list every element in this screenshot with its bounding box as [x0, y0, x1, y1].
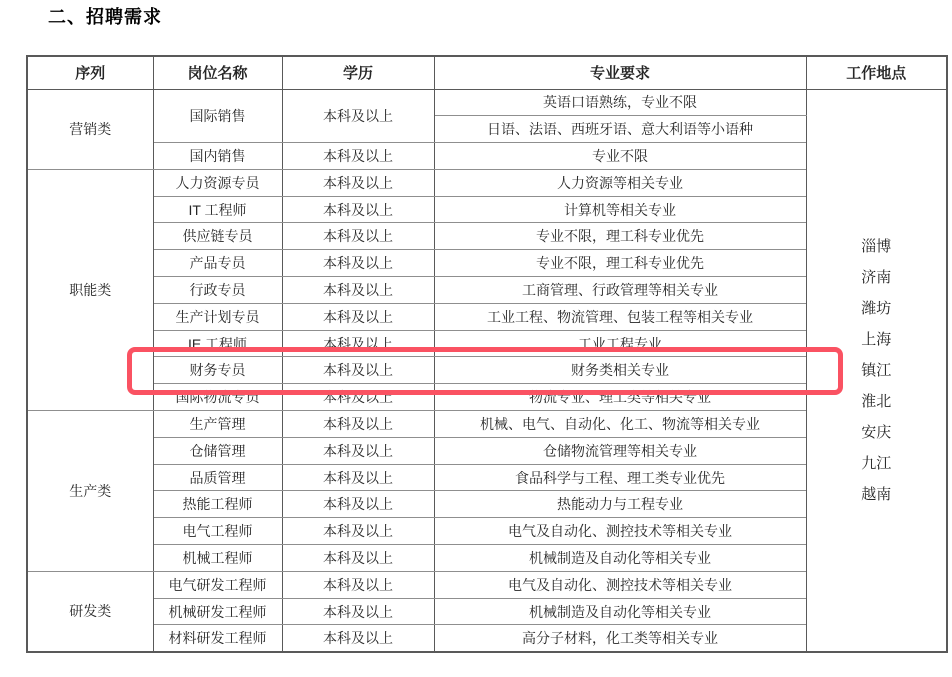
- header-location: 工作地点: [806, 56, 947, 89]
- education-cell: 本科及以上: [282, 330, 434, 357]
- category-cell: 职能类: [27, 169, 153, 410]
- education-cell: 本科及以上: [282, 598, 434, 625]
- locations-list: [809, 231, 945, 510]
- category-cell: 营销类: [27, 89, 153, 169]
- table-body: [27, 89, 947, 652]
- position-cell: 供应链专员: [153, 223, 282, 250]
- position-cell: 热能工程师: [153, 491, 282, 518]
- requirement-cell: 热能动力与工程专业: [434, 491, 806, 518]
- requirement-cell: 专业不限，理工科专业优先: [434, 250, 806, 277]
- requirement-cell: 英语口语熟练，专业不限: [434, 89, 806, 116]
- requirement-cell: 工商管理、行政管理等相关专业: [434, 277, 806, 304]
- position-cell: 行政专员: [153, 277, 282, 304]
- position-cell: 产品专员: [153, 250, 282, 277]
- requirement-cell: 专业不限，理工科专业优先: [434, 223, 806, 250]
- location-item: 越南: [861, 485, 892, 503]
- location-item: 安庆: [861, 423, 892, 441]
- position-cell: 国内销售: [153, 143, 282, 170]
- requirement-cell: 机械、电气、自动化、化工、物流等相关专业: [434, 411, 806, 438]
- position-cell: 机械工程师: [153, 545, 282, 572]
- education-cell: 本科及以上: [282, 357, 434, 384]
- requirement-cell: 高分子材料，化工类等相关专业: [434, 625, 806, 652]
- requirement-cell: 食品科学与工程、理工类专业优先: [434, 464, 806, 491]
- position-cell: 国际销售: [153, 89, 282, 143]
- requirement-cell: 专业不限: [434, 143, 806, 170]
- requirement-cell: 电气及自动化、测控技术等相关专业: [434, 518, 806, 545]
- location-item: 潍坊: [861, 299, 892, 317]
- requirement-cell: 计算机等相关专业: [434, 196, 806, 223]
- requirement-cell: 机械制造及自动化等相关专业: [434, 545, 806, 572]
- education-cell: 本科及以上: [282, 491, 434, 518]
- table-header: [27, 56, 947, 89]
- position-cell: 电气工程师: [153, 518, 282, 545]
- education-cell: 本科及以上: [282, 303, 434, 330]
- position-cell: 电气研发工程师: [153, 571, 282, 598]
- requirement-cell: 日语、法语、西班牙语、意大利语等小语种: [434, 116, 806, 143]
- header-sequence: 序列: [27, 56, 153, 89]
- position-cell: 仓储管理: [153, 437, 282, 464]
- locations-cell: [806, 89, 947, 652]
- requirement-cell: 人力资源等相关专业: [434, 169, 806, 196]
- category-cell: 研发类: [27, 571, 153, 651]
- requirement-cell: 财务类相关专业: [434, 357, 806, 384]
- education-cell: 本科及以上: [282, 411, 434, 438]
- location-item: 镇江: [861, 361, 892, 379]
- education-cell: 本科及以上: [282, 464, 434, 491]
- position-cell: IE 工程师: [153, 330, 282, 357]
- education-cell: 本科及以上: [282, 277, 434, 304]
- position-cell: 生产管理: [153, 411, 282, 438]
- education-cell: 本科及以上: [282, 196, 434, 223]
- education-cell: 本科及以上: [282, 518, 434, 545]
- position-cell: 材料研发工程师: [153, 625, 282, 652]
- location-item: 淄博: [861, 237, 892, 255]
- location-item: 上海: [861, 330, 892, 348]
- position-cell: 生产计划专员: [153, 303, 282, 330]
- requirement-cell: 仓储物流管理等相关专业: [434, 437, 806, 464]
- location-item: 淮北: [861, 392, 892, 410]
- education-cell: 本科及以上: [282, 437, 434, 464]
- position-cell: 财务专员: [153, 357, 282, 384]
- header-requirements: 专业要求: [434, 56, 806, 89]
- recruitment-table: [26, 55, 948, 653]
- page-title: 二、招聘需求: [48, 7, 162, 27]
- table-row: [27, 89, 947, 116]
- category-cell: 生产类: [27, 411, 153, 572]
- education-cell: 本科及以上: [282, 250, 434, 277]
- requirement-cell: 工业工程专业: [434, 330, 806, 357]
- requirement-cell: 工业工程、物流管理、包装工程等相关专业: [434, 303, 806, 330]
- location-item: 济南: [861, 268, 892, 286]
- header-education: 学历: [282, 56, 434, 89]
- position-cell: 品质管理: [153, 464, 282, 491]
- header-row: [27, 56, 947, 89]
- education-cell: 本科及以上: [282, 625, 434, 652]
- position-cell: 机械研发工程师: [153, 598, 282, 625]
- education-cell: 本科及以上: [282, 571, 434, 598]
- location-item: 九江: [861, 454, 892, 472]
- requirement-cell: 电气及自动化、测控技术等相关专业: [434, 571, 806, 598]
- education-cell: 本科及以上: [282, 89, 434, 143]
- education-cell: 本科及以上: [282, 223, 434, 250]
- education-cell: 本科及以上: [282, 169, 434, 196]
- requirement-cell: 物流专业、理工类等相关专业: [434, 384, 806, 411]
- position-cell: 国际物流专员: [153, 384, 282, 411]
- education-cell: 本科及以上: [282, 143, 434, 170]
- position-cell: 人力资源专员: [153, 169, 282, 196]
- education-cell: 本科及以上: [282, 384, 434, 411]
- header-position: 岗位名称: [153, 56, 282, 89]
- education-cell: 本科及以上: [282, 545, 434, 572]
- requirement-cell: 机械制造及自动化等相关专业: [434, 598, 806, 625]
- position-cell: IT 工程师: [153, 196, 282, 223]
